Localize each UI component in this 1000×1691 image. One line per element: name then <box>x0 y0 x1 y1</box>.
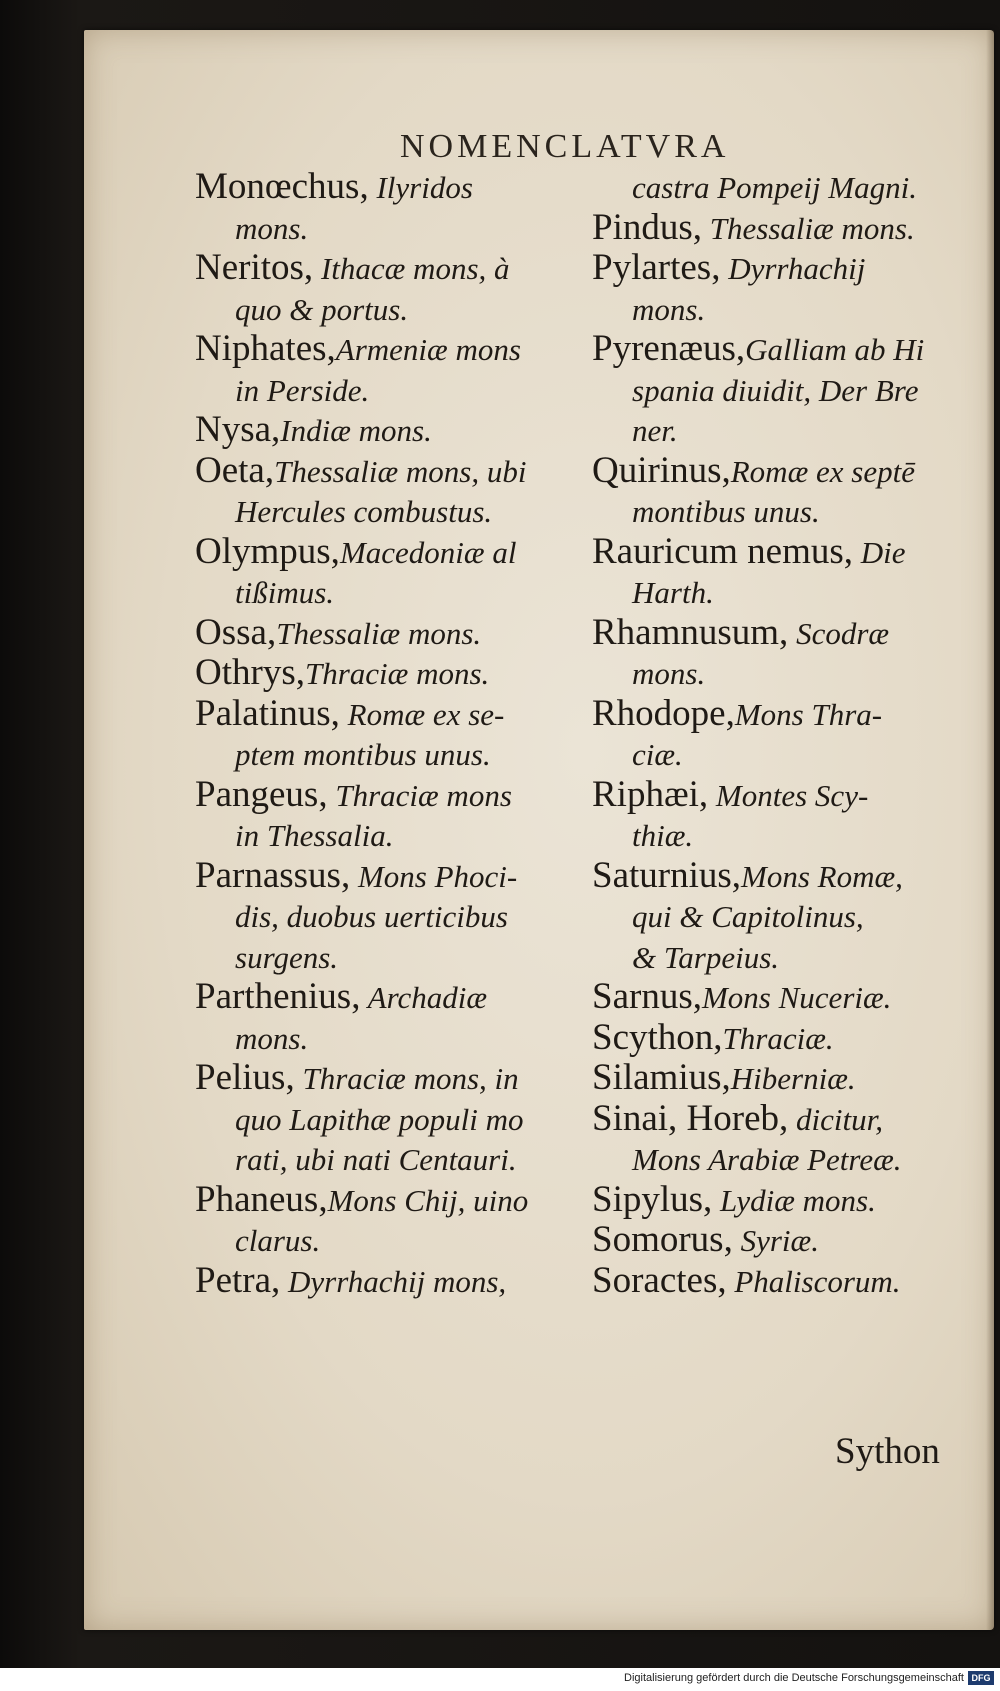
gloss: dis, duobus uerticibus <box>235 899 508 934</box>
entry-line <box>592 1138 902 1181</box>
headword: Monœchus, <box>195 166 369 207</box>
gloss: thiæ. <box>632 818 694 853</box>
headword: Sipylus, <box>592 1179 713 1220</box>
gloss: Thraciæ. <box>722 1021 834 1056</box>
entry-line <box>195 207 308 250</box>
gloss: Harth. <box>632 575 714 610</box>
headword: Pylartes, <box>592 247 721 288</box>
gloss: Dyrrhachij <box>720 251 866 286</box>
entry-line <box>195 693 504 736</box>
entry-line <box>195 733 491 776</box>
gloss: Thessaliæ mons. <box>702 211 915 246</box>
entry-line <box>592 1219 819 1262</box>
gloss: Thraciæ mons <box>327 778 512 813</box>
entry-line <box>592 1098 883 1141</box>
entry-line <box>195 774 512 817</box>
entry-line <box>195 1219 320 1262</box>
entry-line <box>592 450 915 493</box>
dfg-logo: DFG <box>968 1671 994 1685</box>
entry-line <box>195 247 510 290</box>
gloss: Romæ ex septē <box>730 454 915 489</box>
entry-line <box>592 733 683 776</box>
headword: Soractes, <box>592 1260 727 1301</box>
gloss: mons. <box>235 1021 309 1056</box>
gloss: in Perside. <box>235 373 370 408</box>
gloss: Mons Arabiæ Petreæ. <box>632 1142 902 1177</box>
headword: Olympus, <box>195 531 340 572</box>
headword: Pindus, <box>592 207 703 248</box>
entry-line <box>592 1017 834 1060</box>
entry-line <box>592 693 882 736</box>
gloss: tißimus. <box>235 575 335 610</box>
gloss: quo Lapithæ populi mo <box>235 1102 524 1137</box>
entry-line <box>592 936 779 979</box>
gloss: quo & portus. <box>235 292 409 327</box>
entry-line <box>592 166 917 209</box>
gloss: Syriæ. <box>732 1223 819 1258</box>
gloss: Ilyridos <box>368 170 473 205</box>
gloss: Thessaliæ mons, ubi <box>274 454 527 489</box>
entry-line <box>195 531 516 574</box>
digitization-credit: Digitalisierung gefördert durch die Deutsche Forschungsgemeinschaft <box>624 1672 964 1684</box>
entry-line <box>195 814 393 857</box>
entry-line <box>195 1017 308 1060</box>
entry-line <box>195 490 492 533</box>
entry-line <box>195 1138 517 1181</box>
gloss: Mons Nuceriæ. <box>701 980 892 1015</box>
headword: Quirinus, <box>592 450 731 491</box>
entry-line <box>195 166 473 209</box>
gloss: Indiæ mons. <box>280 413 432 448</box>
headword: Sinai, Horeb, <box>592 1098 789 1139</box>
headword: Nysa, <box>195 409 281 450</box>
gloss: ner. <box>632 413 678 448</box>
headword: Phaneus, <box>195 1179 328 1220</box>
gloss: & Tarpeius. <box>632 940 780 975</box>
gloss: clarus. <box>235 1223 321 1258</box>
gloss: mons. <box>632 292 706 327</box>
entry-line <box>195 288 408 331</box>
gloss: Archadiæ <box>360 980 488 1015</box>
headword: Petra, <box>195 1260 281 1301</box>
gloss: Mons Chij, uino <box>327 1183 529 1218</box>
headword: Parthenius, <box>195 976 361 1017</box>
gloss: spania diuidit, Der Bre <box>632 373 919 408</box>
entry-line <box>592 571 714 614</box>
gloss: Mons Thra- <box>734 697 883 732</box>
gloss: mons. <box>235 211 309 246</box>
headword: Ossa, <box>195 612 277 653</box>
entry-line <box>195 450 526 493</box>
gloss: Hercules combustus. <box>235 494 493 529</box>
entry-line <box>592 855 903 898</box>
gloss: Mons Romæ, <box>741 859 903 894</box>
entry-line <box>592 1057 856 1100</box>
running-title: NOMENCLATVRA <box>400 128 730 165</box>
headword: Rhamnusum, <box>592 612 789 653</box>
headword: Othrys, <box>195 652 305 693</box>
entry-line <box>592 612 889 655</box>
entry-line <box>195 369 369 412</box>
headword: Silamius, <box>592 1057 731 1098</box>
entry-line <box>592 652 705 695</box>
gloss: in Thessalia. <box>235 818 394 853</box>
gloss: Montes Scy- <box>708 778 869 813</box>
gloss: Ithacæ mons, à <box>313 251 510 286</box>
entry-line <box>592 490 820 533</box>
entry-line <box>592 247 865 290</box>
gloss: Die <box>853 535 906 570</box>
headword: Riphæi, <box>592 774 709 815</box>
headword: Neritos, <box>195 247 314 288</box>
headword: Rhodope, <box>592 693 735 734</box>
headword: Sarnus, <box>592 976 702 1017</box>
gloss: Hiberniæ. <box>730 1061 856 1096</box>
entry-line <box>195 895 508 938</box>
entry-line <box>195 1057 519 1100</box>
headword: Parnassus, <box>195 855 351 896</box>
headword: Saturnius, <box>592 855 742 896</box>
gloss: ciæ. <box>632 737 683 772</box>
entry-line <box>592 814 693 857</box>
headword: Pelius, <box>195 1057 295 1098</box>
gloss: montibus unus. <box>632 494 820 529</box>
entry-line <box>195 612 481 655</box>
entry-line <box>592 328 924 371</box>
gloss: Dyrrhachij mons, <box>280 1264 507 1299</box>
headword: Niphates, <box>195 328 336 369</box>
entry-line <box>592 895 864 938</box>
entry-line <box>195 976 487 1019</box>
gloss: Scodræ <box>788 616 890 651</box>
entry-line <box>592 207 915 250</box>
headword: Oeta, <box>195 450 275 491</box>
headword: Scython, <box>592 1017 723 1058</box>
entry-line <box>195 855 517 898</box>
gloss: castra Pompeij Magni. <box>632 170 917 205</box>
entry-line <box>592 409 678 452</box>
gloss: Romæ ex se- <box>339 697 505 732</box>
gloss: dicitur, <box>788 1102 884 1137</box>
gloss: Thessaliæ mons. <box>276 616 482 651</box>
catchword: Sython <box>835 1431 940 1472</box>
entry-line <box>592 288 705 331</box>
gloss: Thraciæ mons, in <box>294 1061 519 1096</box>
entry-line <box>592 774 868 817</box>
gloss: mons. <box>632 656 706 691</box>
headword: Palatinus, <box>195 693 340 734</box>
entry-line <box>592 976 891 1019</box>
gloss: Lydiæ mons. <box>712 1183 876 1218</box>
gloss: Armeniæ mons <box>335 332 521 367</box>
headword: Pyrenæus, <box>592 328 746 369</box>
gloss: rati, ubi nati Centauri. <box>235 1142 517 1177</box>
entry-line <box>592 369 918 412</box>
entry-line <box>592 1260 901 1303</box>
gloss: Galliam ab Hi <box>745 332 925 367</box>
gloss: Phaliscorum. <box>726 1264 901 1299</box>
gloss: Thraciæ mons. <box>304 656 490 691</box>
headword: Pangeus, <box>195 774 328 815</box>
gloss: ptem montibus unus. <box>235 737 491 772</box>
entry-line <box>592 1179 876 1222</box>
headword: Somorus, <box>592 1219 733 1260</box>
gloss: Macedoniæ al <box>339 535 517 570</box>
entry-line <box>195 1098 524 1141</box>
gloss: qui & Capitolinus, <box>632 899 864 934</box>
entry-line <box>195 652 489 695</box>
entry-line <box>195 409 432 452</box>
entry-line <box>592 531 906 574</box>
entry-line <box>195 936 338 979</box>
page-edge-shadow <box>986 30 994 1630</box>
gloss: Mons Phoci- <box>350 859 518 894</box>
gloss: surgens. <box>235 940 339 975</box>
headword: Rauricum nemus, <box>592 531 854 572</box>
entry-line <box>195 1179 528 1222</box>
entry-line <box>195 571 334 614</box>
entry-line <box>195 328 521 371</box>
entry-line <box>195 1260 506 1303</box>
